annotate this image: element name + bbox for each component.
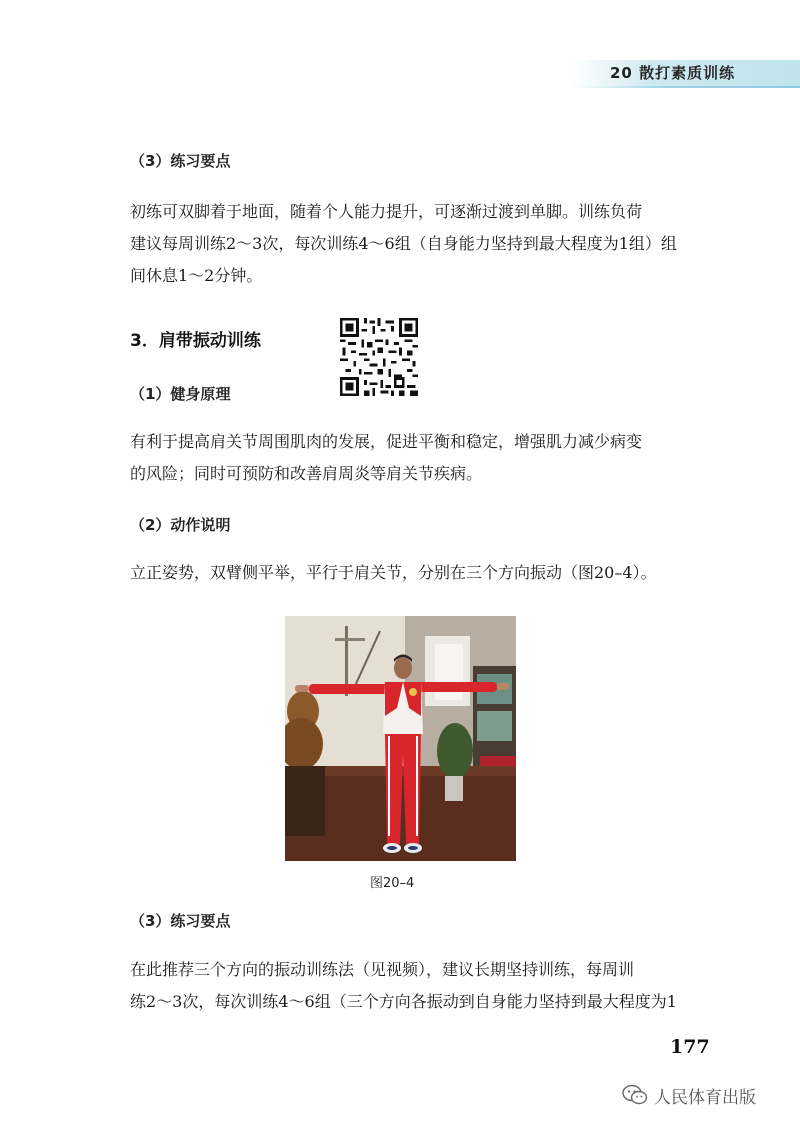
chapter-header-rule <box>572 86 800 88</box>
qr-code-icon[interactable] <box>340 318 418 396</box>
paragraph-line: 初练可双脚着于地面，随着个人能力提升，可逐渐过渡到单脚。训练负荷 <box>130 202 643 221</box>
wechat-icon <box>622 1084 648 1106</box>
practice-paragraph-2 <box>130 954 690 1018</box>
publisher-watermark <box>622 1083 756 1107</box>
paragraph-line: 练2～3次，每次训练4～6组（三个方向各振动到自身能力坚持到最大程度为1 <box>130 992 677 1011</box>
paragraph-line: 立正姿势，双臂侧平举，平行于肩关节，分别在三个方向振动（图20–4）。 <box>130 563 657 582</box>
principle-heading: （1）健身原理 <box>130 385 231 403</box>
chapter-title: 20 散打素质训练 <box>610 64 736 82</box>
practice-heading-2: （3）练习要点 <box>130 912 231 930</box>
action-paragraph <box>130 557 690 589</box>
principle-paragraph <box>130 426 690 490</box>
paragraph-line: 有利于提高肩关节周围肌肉的发展，促进平衡和稳定，增强肌力减少病变 <box>130 432 643 451</box>
paragraph-line: 的风险；同时可预防和改善肩周炎等肩关节疾病。 <box>130 464 483 483</box>
paragraph-line: 间休息1～2分钟。 <box>130 266 263 285</box>
paragraph-line: 在此推荐三个方向的振动训练法（见视频），建议长期坚持训练，每周训 <box>130 960 635 979</box>
paragraph-line: 建议每周训练2～3次，每次训练4～6组（自身能力坚持到最大程度为1组）组 <box>130 234 677 253</box>
figure-caption: 图20–4 <box>370 876 415 891</box>
practice-heading-1: （3）练习要点 <box>130 152 231 170</box>
section-heading: 3．肩带振动训练 <box>130 331 261 351</box>
practice-paragraph-1 <box>130 196 690 292</box>
page-number: 177 <box>670 1036 710 1058</box>
watermark-text: 人民体育出版 <box>654 1087 756 1108</box>
exercise-photo <box>285 616 516 861</box>
action-heading: （2）动作说明 <box>130 516 231 534</box>
